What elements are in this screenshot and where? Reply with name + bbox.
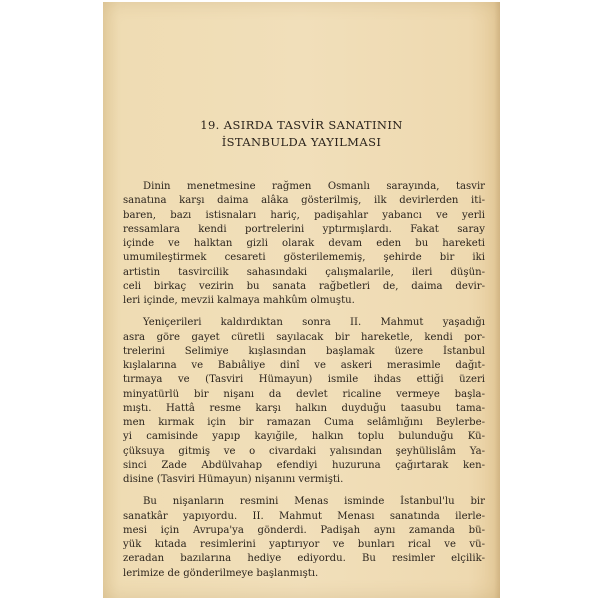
text-line: içinde ve halktan gizli olarak devam eden bu hareketi (123, 238, 485, 249)
text-line: asra göre gayet cüretli sayılacak bir hareketle, kendi por- (123, 331, 485, 343)
text-line: yük kıtada resimlerini yaptırıyor ve bunları rical ve vü- (123, 539, 485, 550)
text-line: mıştı. Hattâ resme karşı halkın duyduğu taasubu tama- (123, 402, 485, 414)
text-line: baren, bazı istisnaları hariç, padişahlar yabancı ve yerli (123, 209, 485, 221)
text-line: artistin tasvircilik sahasındaki çalışmalarile, ileri düşün- (123, 266, 485, 278)
text-line: mesi için Avrupa'ya gönderdi. Padişah aynı zamanda bü- (123, 524, 485, 536)
text-line: yi camisinde yapıp kayığile, halkın toplu bulunduğu Kü- (123, 431, 485, 443)
page-edge-shadow (494, 2, 500, 598)
paragraph-1 (123, 180, 485, 308)
text-line: sinci Zade Abdülvahap efendiyi huzuruna çağırtarak ken- (123, 459, 485, 471)
text-line: kışlalarına ve Babıâliye dinî ve askeri merasimle dağıt- (123, 360, 485, 371)
text-line: umumileştirmek cesareti gösterilememiş, şehirde bir iki (123, 252, 485, 264)
text-line: zeradan bazılarına hediye ediyordu. Bu resimler elçilik- (123, 553, 485, 565)
chapter-heading-line-2: İSTANBULDA YAYILMASI (221, 135, 382, 149)
text-line: Dinin menetmesine rağmen Osmanlı sarayında, tasvir (143, 181, 485, 192)
paragraph-2 (123, 316, 485, 487)
text-line: leri içinde, mevzii kalmaya mahkûm olmuştu. (123, 295, 355, 306)
text-line: lerimize de gönderilmeye başlanmıştı. (123, 567, 319, 579)
chapter-heading (103, 117, 500, 151)
text-line: minyatürlü bir nişanı da devlet ricaline vermeye başla- (123, 388, 485, 400)
text-line: ressamlara kendi portrelerini yptırmışlardı. Fakat saray (123, 223, 485, 235)
text-line: tırmaya ve (Tasviri Hümayun) ismile ihdas ettiği üzeri (123, 374, 485, 386)
text-line: celi birkaç vezirin bu sanata rağbetleri de, daima devir- (123, 280, 485, 292)
chapter-heading-line-1: 19. ASIRDA TASVİR SANATININ (200, 118, 403, 132)
book-page (103, 2, 500, 598)
text-line: disine (Tasviri Hümayun) nişanını vermişti. (123, 474, 344, 485)
body-text (123, 180, 485, 589)
text-line: sanatına karşı daima alâka gösterilmiş, ilk devirlerden iti- (123, 195, 485, 207)
text-line: men kırmak için bir ramazan Cuma selâmlığını Beylerbe- (123, 417, 485, 428)
text-line: Bu nişanların resmini Menas isminde İstanbul'lu bir (143, 496, 485, 508)
text-line: sanatkâr yapıyordu. II. Mahmut Menası sanatında ilerle- (123, 510, 485, 522)
text-line: çüksuya gitmiş ve o civardaki yalısından şeyhülislâm Ya- (123, 445, 485, 457)
text-line: Yeniçerileri kaldırdıktan sonra II. Mahmut yaşadığı (143, 317, 485, 329)
text-line: trelerini Selimiye kışlasından başlamak üzere İstanbul (123, 345, 485, 357)
paragraph-3 (123, 495, 485, 581)
